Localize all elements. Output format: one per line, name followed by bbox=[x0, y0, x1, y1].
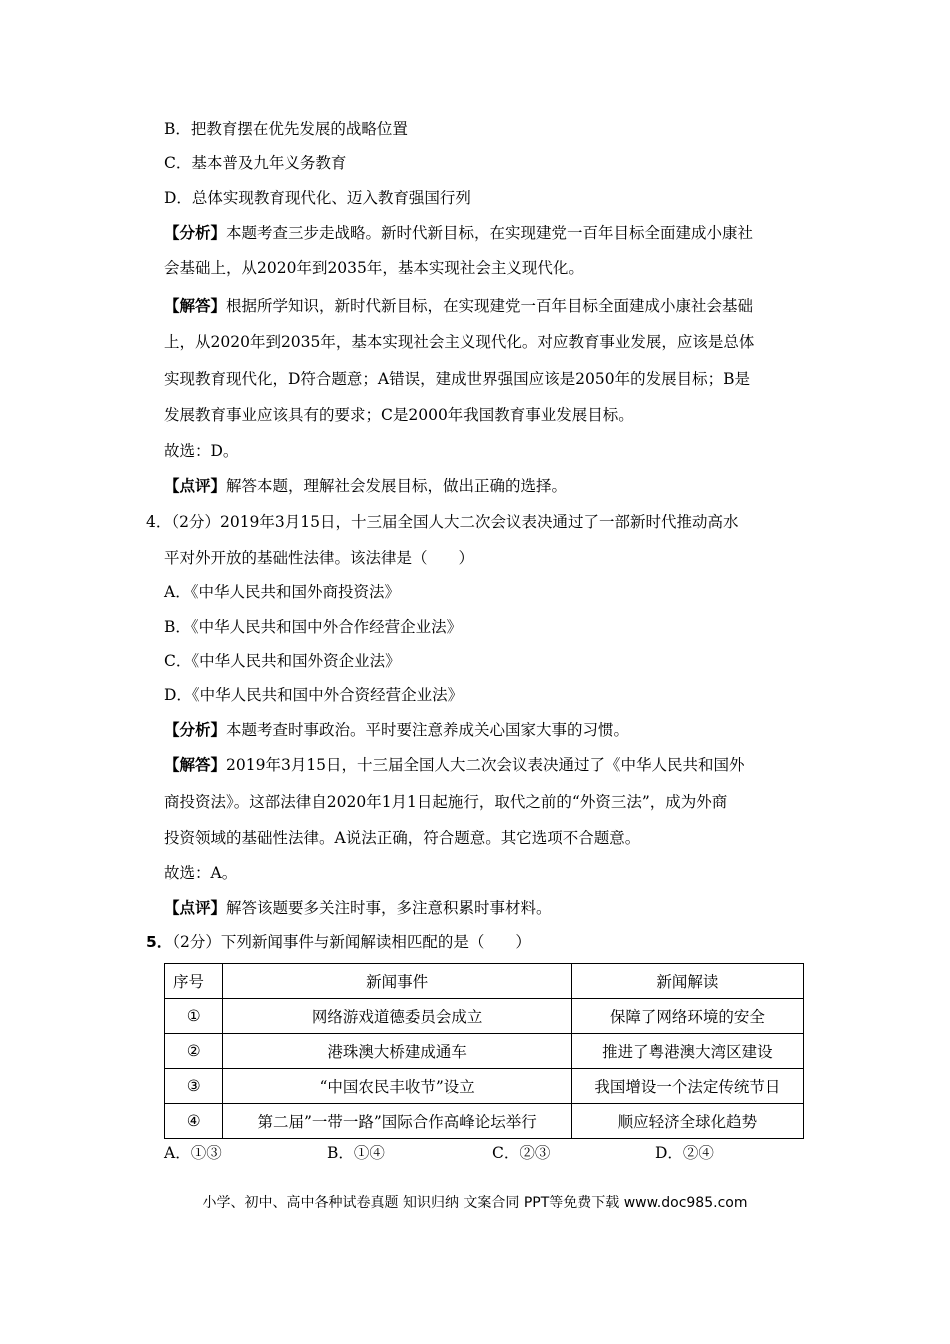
q4-option-d: D．《中华人民共和国中外合资经营企业法》 bbox=[164, 686, 464, 704]
q5-option-b: B．①④ bbox=[327, 1144, 385, 1162]
comment-tag: 【点评】 bbox=[164, 899, 227, 917]
q3-analysis bbox=[164, 223, 753, 243]
q3-analysis-line2: 会基础上，从2020年到2035年，基本实现社会主义现代化。 bbox=[164, 259, 584, 277]
answer-text: 根据所学知识，新时代新目标，在实现建党一百年目标全面建成小康社会基础 bbox=[226, 297, 754, 315]
q5-option-c: C．②③ bbox=[492, 1144, 551, 1162]
analysis-text: 本题考查时事政治。平时要注意养成关心国家大事的习惯。 bbox=[226, 721, 630, 739]
row-event: 网络游戏道德委员会成立 bbox=[223, 999, 571, 1034]
row-interpretation: 顺应轻济全球化趋势 bbox=[571, 1104, 803, 1139]
row-interpretation: 保障了网络环境的安全 bbox=[571, 999, 803, 1034]
analysis-tag: 【分析】 bbox=[164, 224, 227, 242]
q4-comment bbox=[164, 898, 552, 918]
q4-option-a: A．《中华人民共和国外商投资法》 bbox=[164, 583, 400, 601]
q3-answer-line3: 实现教育现代化，D符合题意；A错误，建成世界强国应该是2050年的发展目标；B是 bbox=[164, 370, 750, 388]
header-interpretation: 新闻解读 bbox=[571, 964, 803, 999]
q4-option-b: B．《中华人民共和国中外合作经营企业法》 bbox=[164, 618, 463, 636]
answer-tag: 【解答】 bbox=[164, 756, 227, 774]
q4-stem: 4．（2分）2019年3月15日，十三届全国人大二次会议表决通过了一部新时代推动高水 bbox=[146, 513, 739, 531]
row-index: ② bbox=[165, 1034, 223, 1069]
news-table bbox=[164, 963, 804, 1139]
page-footer: 小学、初中、高中各种试卷真题 知识归纳 文案合同 PPT等免费下载 www.doc985.com bbox=[202, 1195, 748, 1211]
q4-answer bbox=[164, 755, 745, 775]
q3-comment bbox=[164, 476, 567, 496]
comment-tag: 【点评】 bbox=[164, 477, 227, 495]
analysis-tag: 【分析】 bbox=[164, 721, 227, 739]
q3-answer bbox=[164, 296, 753, 316]
row-interpretation: 推进了粤港澳大湾区建设 bbox=[571, 1034, 803, 1069]
row-index: ① bbox=[165, 999, 223, 1034]
q4-stem-line2: 平对外开放的基础性法律。该法律是（ ） bbox=[164, 549, 475, 567]
analysis-text: 本题考查三步走战略。新时代新目标，在实现建党一百年目标全面建成小康社 bbox=[226, 224, 754, 242]
answer-tag: 【解答】 bbox=[164, 297, 227, 315]
q4-answer-line2: 商投资法》。这部法律自2020年1月1日起施行，取代之前的“外资三法”，成为外商 bbox=[164, 793, 728, 811]
table-row bbox=[165, 1034, 804, 1069]
header-event: 新闻事件 bbox=[223, 964, 571, 999]
q5-number: 5． bbox=[146, 933, 173, 951]
row-index: ③ bbox=[165, 1069, 223, 1104]
q4-answer-line3: 投资领域的基础性法律。A说法正确，符合题意。其它选项不合题意。 bbox=[164, 829, 641, 847]
q3-option-b: B．把教育摆在优先发展的战略位置 bbox=[164, 120, 408, 138]
answer-text: 2019年3月15日，十三届全国人大二次会议表决通过了《中华人民共和国外 bbox=[226, 756, 745, 774]
q4-analysis bbox=[164, 720, 629, 740]
table-header-row bbox=[165, 964, 804, 999]
header-index: 序号 bbox=[165, 964, 223, 999]
row-event: 港珠澳大桥建成通车 bbox=[223, 1034, 571, 1069]
q5-option-d: D．②④ bbox=[655, 1144, 714, 1162]
table-row bbox=[165, 999, 804, 1034]
q4-choice: 故选：A。 bbox=[164, 864, 238, 882]
q3-option-c: C．基本普及九年义务教育 bbox=[164, 154, 347, 172]
row-event: 第二届”一带一路”国际合作高峰论坛举行 bbox=[223, 1104, 571, 1139]
table-row bbox=[165, 1069, 804, 1104]
comment-text: 解答本题，理解社会发展目标，做出正确的选择。 bbox=[226, 477, 568, 495]
q3-answer-line2: 上，从2020年到2035年，基本实现社会主义现代化。对应教育事业发展，应该是总体 bbox=[164, 333, 755, 351]
q5-stem-text: （2分）下列新闻事件与新闻解读相匹配的是（ ） bbox=[172, 933, 531, 951]
row-interpretation: 我国增设一个法定传统节日 bbox=[571, 1069, 803, 1104]
q3-choice: 故选：D。 bbox=[164, 442, 239, 460]
table-row bbox=[165, 1104, 804, 1139]
comment-text: 解答该题要多关注时事，多注意积累时事材料。 bbox=[226, 899, 552, 917]
row-index: ④ bbox=[165, 1104, 223, 1139]
row-event: “中国农民丰收节”设立 bbox=[223, 1069, 571, 1104]
q4-option-c: C．《中华人民共和国外资企业法》 bbox=[164, 652, 401, 670]
q5-stem bbox=[146, 932, 531, 952]
q3-answer-line4: 发展教育事业应该具有的要求；C是2000年我国教育事业发展目标。 bbox=[164, 406, 634, 424]
q3-option-d: D．总体实现教育现代化、迈入教育强国行列 bbox=[164, 189, 471, 207]
q5-option-a: A．①③ bbox=[164, 1144, 222, 1162]
